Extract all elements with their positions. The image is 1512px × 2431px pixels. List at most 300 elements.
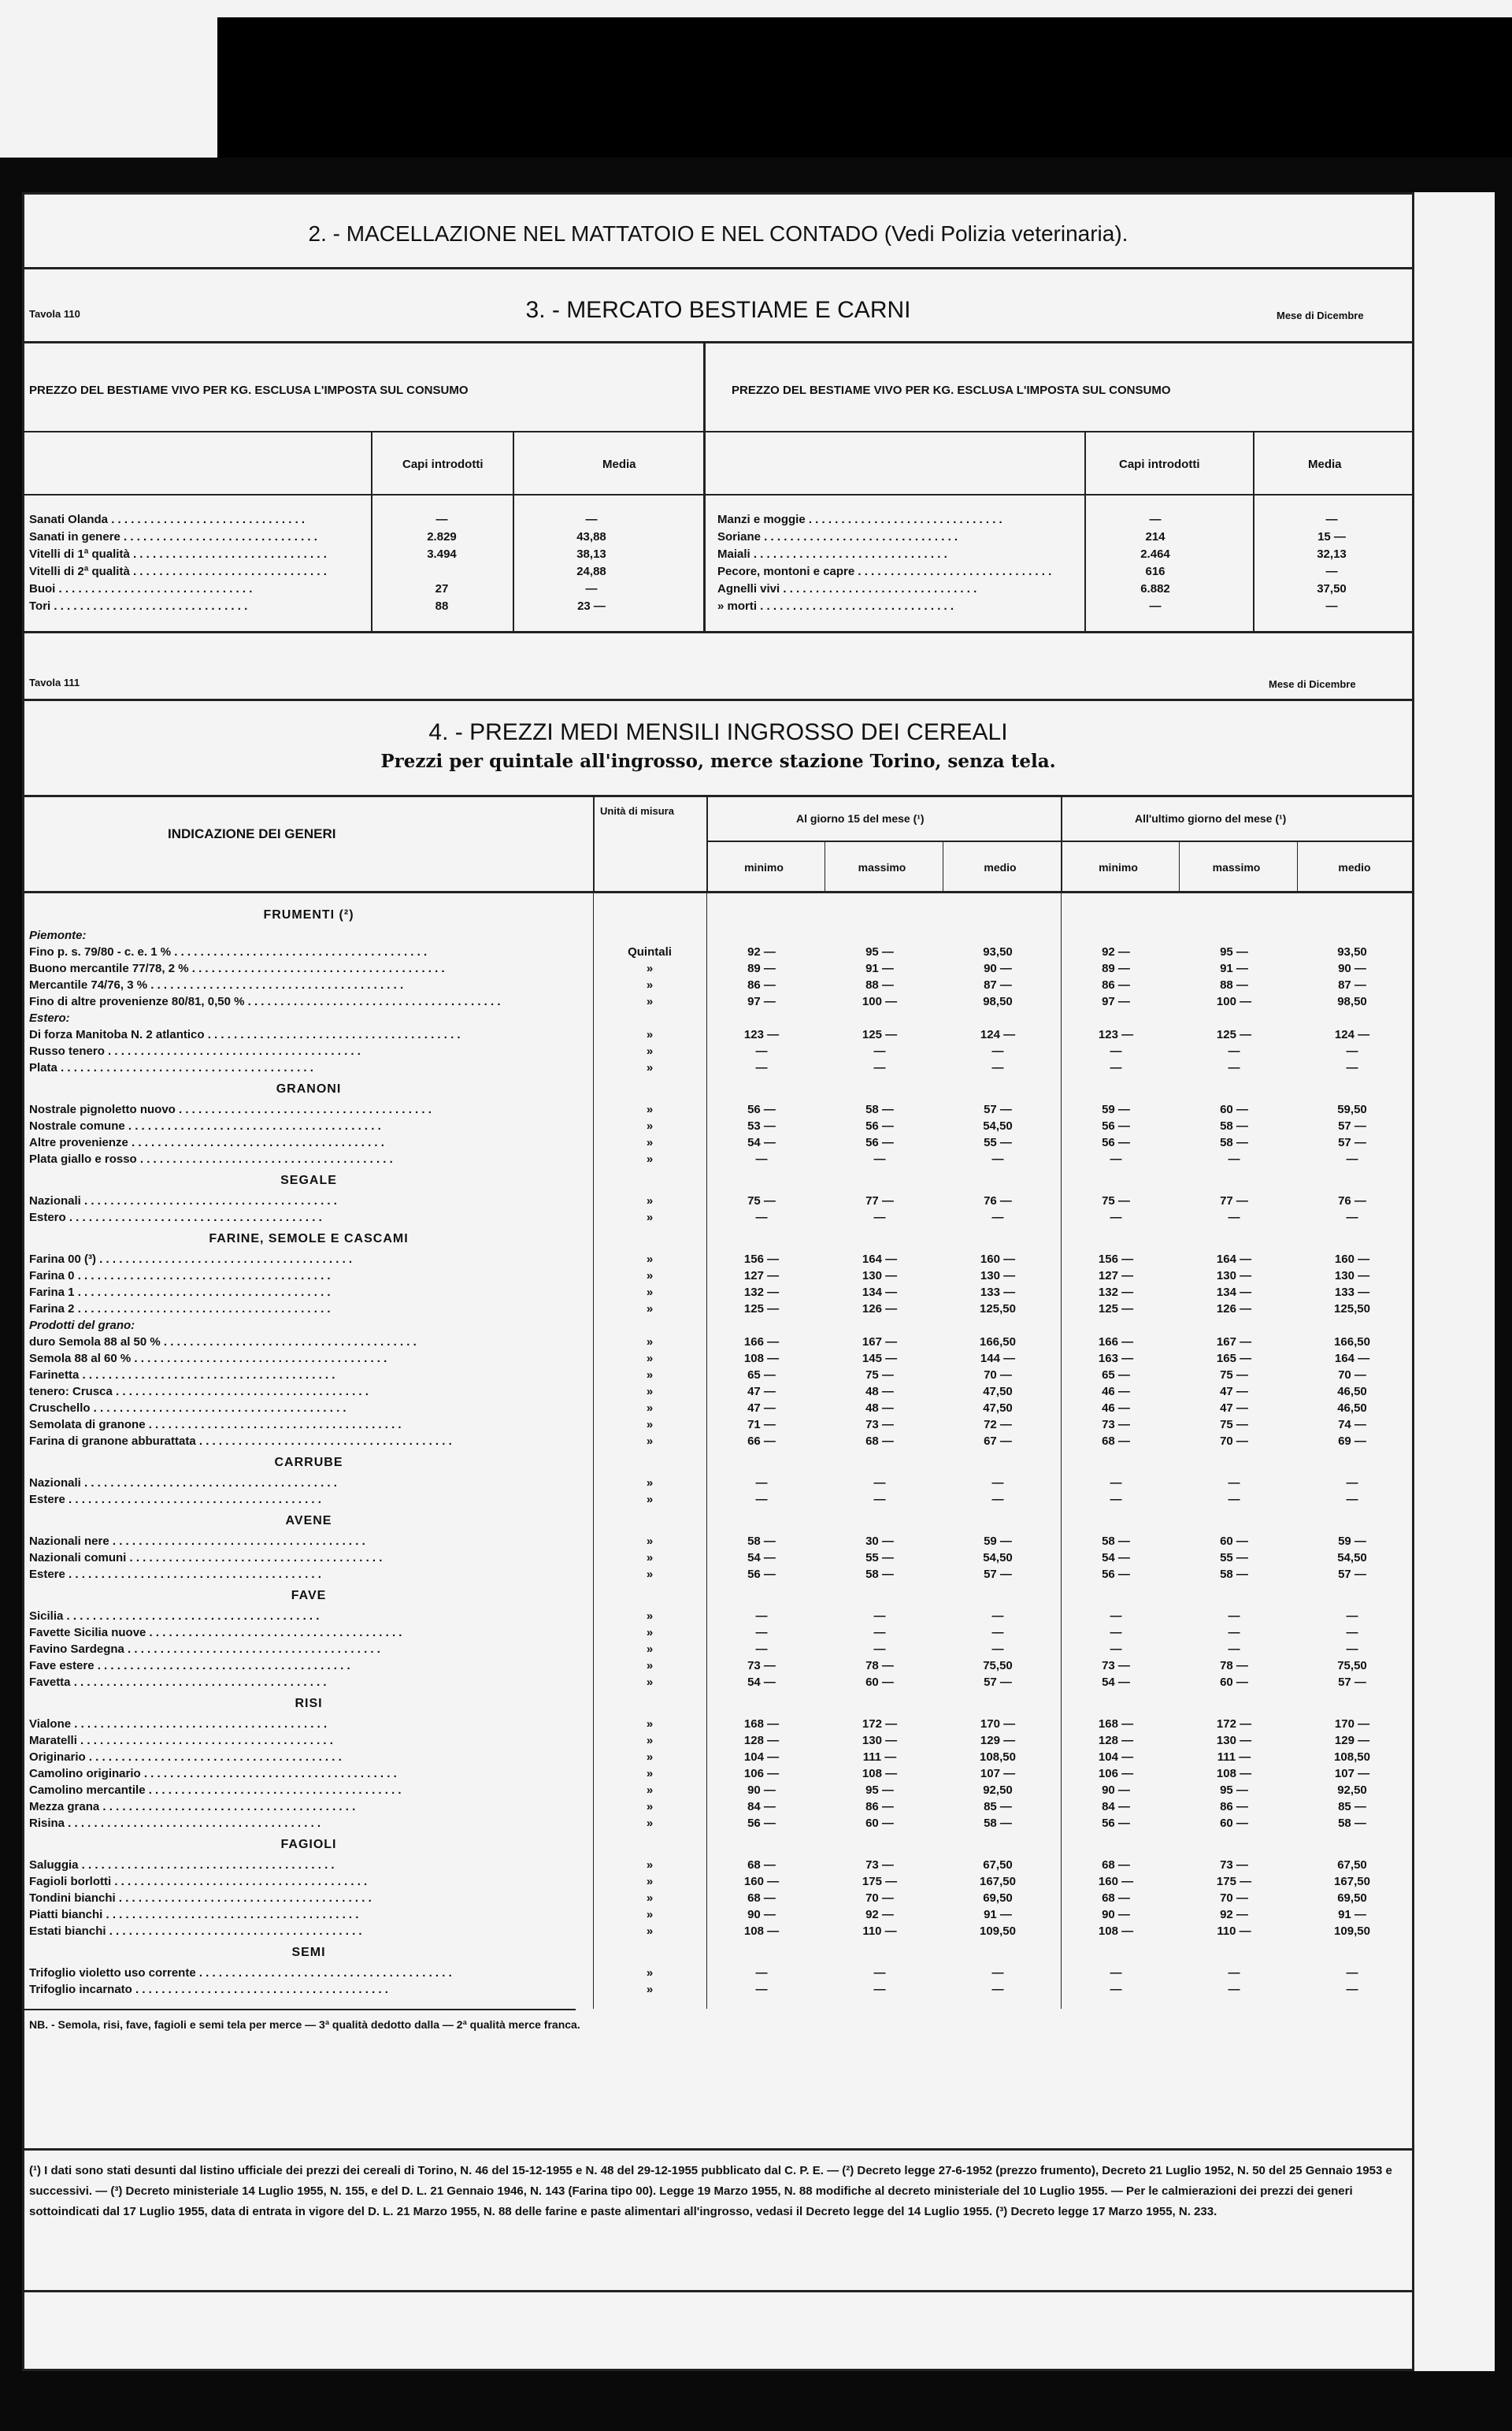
cereal-value: 91 — [865,962,894,975]
cereal-label: Piatti bianchi . . . . . . . . . . . . . . . . . . . . . . . . . . . . . . . . . . . . . . . [29,1908,359,1921]
rule [24,795,1412,797]
cereal-unit: » [646,1302,654,1316]
cereal-value: 130 — [1334,1269,1370,1282]
cereal-value: 55 — [1220,1551,1248,1564]
cereal-value: 108 — [743,1924,780,1938]
cereal-value: — [1110,1626,1122,1639]
section-2-title: 2. - MACELLAZIONE NEL MATTATOIO E NEL CONTADO (Vedi Polizia veterinaria). [308,221,1128,246]
cereal-value: 108 — [1098,1924,1134,1938]
rule [24,494,1412,495]
cereal-label: Trifoglio violetto uso corrente . . . . . . . . . . . . . . . . . . . . . . . . . . . . . . . . . . . . . . . [29,1966,452,1980]
cereal-value: — [755,1061,768,1074]
cereal-label: Farina 2 . . . . . . . . . . . . . . . . . . . . . . . . . . . . . . . . . . . . . . . [29,1302,331,1316]
cereal-value: 77 — [1220,1194,1248,1208]
cereal-value: 160 — [1334,1253,1370,1266]
cereal-unit: » [646,1368,654,1382]
cereal-value: 78 — [1220,1659,1248,1672]
month-label-2: Mese di Dicembre [1269,678,1356,690]
cereal-value: 132 — [1098,1286,1134,1299]
cereal-unit: » [646,1626,654,1639]
cereal-label: Risina . . . . . . . . . . . . . . . . . . . . . . . . . . . . . . . . . . . . . . . [29,1817,321,1830]
cereal-value: 86 — [747,978,776,992]
cereal-value: 73 — [865,1858,894,1872]
right-head: PREZZO DEL BESTIAME VIVO PER KG. ESCLUSA L'IMPOSTA SUL CONSUMO [732,384,1171,397]
cereal-unit: » [646,1817,654,1830]
cereal-unit: » [646,1875,654,1888]
cereal-value: 130 — [980,1269,1016,1282]
livestock-capi: 88 [435,599,449,613]
livestock-capi: 3.494 [427,547,457,561]
col-media-right: Media [1308,458,1342,471]
cereal-value: — [1346,1626,1358,1639]
cereal-unit: » [646,1401,654,1415]
cereal-value: — [873,1061,886,1074]
cereal-value: — [1346,1966,1358,1980]
cereal-value: — [1346,1152,1358,1166]
cereal-value: 56 — [747,1568,776,1581]
cereal-value: 73 — [865,1418,894,1431]
cereal-value: 46,50 [1337,1401,1367,1415]
cereal-value: 125,50 [1334,1302,1370,1316]
cereal-value: 73 — [1220,1858,1248,1872]
cereal-value: 73 — [747,1659,776,1672]
cereal-value: — [873,1983,886,1996]
livestock-capi: — [435,513,448,526]
divider [593,795,595,891]
livestock-media: — [1325,513,1338,526]
cereal-value: 46,50 [1337,1385,1367,1398]
section-heading: FRUMENTI (²) [263,908,354,922]
cereal-unit: » [646,1194,654,1208]
cereal-value: 130 — [862,1734,898,1747]
cereal-label: Saluggia . . . . . . . . . . . . . . . . . . . . . . . . . . . . . . . . . . . . . . . [29,1858,335,1872]
cereal-unit: » [646,1642,654,1656]
rule [24,267,1412,269]
cereal-unit: » [646,1335,654,1349]
cereal-value: — [873,1493,886,1506]
cereal-unit: Quintali [628,945,672,959]
cereal-value: 132 — [743,1286,780,1299]
cereal-value: 95 — [865,945,894,959]
cereal-value: — [873,1626,886,1639]
cereal-value: 92,50 [983,1783,1013,1797]
cereal-label: Mercantile 74/76, 3 % . . . . . . . . . . . . . . . . . . . . . . . . . . . . . . . . . . . . . . . [29,978,404,992]
cereal-label: Camolino originario . . . . . . . . . . . . . . . . . . . . . . . . . . . . . . . . . . . . . . . [29,1767,397,1780]
cereal-value: — [991,1061,1004,1074]
livestock-label: Buoi . . . . . . . . . . . . . . . . . . . . . . . . . . . . . . [29,582,253,596]
cereal-value: 123 — [1098,1028,1134,1041]
cereal-value: — [1228,1966,1240,1980]
cereal-value: 167 — [862,1335,898,1349]
cereal-unit: » [646,1418,654,1431]
divider [371,431,372,631]
livestock-capi: 6.882 [1140,582,1170,596]
cereal-value: 95 — [1220,945,1248,959]
cereal-value: 76 — [1338,1194,1366,1208]
cereal-unit: » [646,1767,654,1780]
cereal-value: 156 — [1098,1253,1134,1266]
livestock-media: — [1325,565,1338,578]
cereal-value: 165 — [1216,1352,1252,1365]
cereal-value: 127 — [743,1269,780,1282]
cereal-value: 90 — [747,1908,776,1921]
cereal-value: 54,50 [983,1551,1013,1564]
rule [706,841,1412,842]
cereal-value: 124 — [1334,1028,1370,1041]
cereal-value: — [991,1493,1004,1506]
scan-border-right [1495,158,1512,2431]
cereal-value: 172 — [1216,1717,1252,1731]
cereal-unit: » [646,1800,654,1813]
cereal-value: 60 — [1220,1535,1248,1548]
cereal-value: 56 — [1102,1568,1130,1581]
nb-note: NB. - Semola, risi, fave, fagioli e semi tela per merce — 3ª qualità dedotto dalla — 2ª qualità merce franca. [29,2018,580,2031]
livestock-label: Vitelli di 1ª qualità . . . . . . . . . . . . . . . . . . . . . . . . . . . . . . [29,547,327,561]
cereal-value: — [1110,1493,1122,1506]
cereal-value: 57 — [1338,1119,1366,1133]
cereal-value: 57 — [984,1676,1012,1689]
cereal-value: 128 — [743,1734,780,1747]
scan-border-left [0,158,22,2431]
cereal-value: 126 — [1216,1302,1252,1316]
cereal-value: 91 — [1338,1908,1366,1921]
month-label: Mese di Dicembre [1277,310,1364,321]
cereal-value: 128 — [1098,1734,1134,1747]
livestock-media: — [1325,599,1338,613]
cereal-value: — [1346,1045,1358,1058]
cereal-value: — [1228,1061,1240,1074]
cereal-value: 59,50 [1337,1103,1367,1116]
cereal-value: 170 — [1334,1717,1370,1731]
cereal-value: 59 — [1102,1103,1130,1116]
cereal-value: 90 — [1102,1783,1130,1797]
cereal-unit: » [646,1858,654,1872]
section-4-title: 4. - PREZZI MEDI MENSILI INGROSSO DEI CEREALI [428,719,1008,745]
section-heading: CARRUBE [274,1456,343,1469]
cereal-value: — [991,1476,1004,1490]
cereal-value: 109,50 [980,1924,1016,1938]
cereal-label: Tondini bianchi . . . . . . . . . . . . . . . . . . . . . . . . . . . . . . . . . . . . . . . [29,1891,372,1905]
scan-border-top [217,17,1512,159]
cereal-value: 69,50 [1337,1891,1367,1905]
cereal-unit: » [646,978,654,992]
cereal-unit: » [646,1908,654,1921]
cereal-value: 172 — [862,1717,898,1731]
cereal-value: 110 — [862,1924,897,1938]
cereal-value: 125 — [862,1028,898,1041]
cereal-value: 72 — [984,1418,1012,1431]
cereal-value: 55 — [984,1136,1012,1149]
cereal-value: 156 — [743,1253,780,1266]
livestock-label: Sanati in genere . . . . . . . . . . . . . . . . . . . . . . . . . . . . . . [29,530,317,544]
cereal-value: 58 — [1338,1817,1366,1830]
livestock-capi: — [1149,513,1162,526]
cereal-value: 175 — [862,1875,898,1888]
cereal-value: 65 — [1102,1368,1130,1382]
cereal-value: 126 — [862,1302,898,1316]
cereal-value: — [991,1045,1004,1058]
cereal-label: Fino di altre provenienze 80/81, 0,50 % . . . . . . . . . . . . . . . . . . . . . . . . . . . . . . . . . . . . . . . [29,995,501,1008]
cereal-value: 91 — [984,1908,1012,1921]
cereal-value: — [991,1609,1004,1623]
cereal-value: 78 — [865,1659,894,1672]
cereal-value: — [1228,1609,1240,1623]
cereal-value: 53 — [747,1119,776,1133]
tavola-110: Tavola 110 [29,308,80,320]
cereal-value: 111 — [862,1750,897,1764]
cereal-value: 57 — [1338,1676,1366,1689]
cereal-label: Fave estere . . . . . . . . . . . . . . . . . . . . . . . . . . . . . . . . . . . . . . . [29,1659,350,1672]
group-15: Al giorno 15 del mese (¹) [796,812,925,825]
cereal-value: — [991,1983,1004,1996]
cereal-unit: » [646,995,654,1008]
cereal-value: 70 — [1220,1434,1248,1448]
cereal-label: duro Semola 88 al 50 % . . . . . . . . . . . . . . . . . . . . . . . . . . . . . . . . . . . . . . . [29,1335,417,1349]
divider [1179,841,1180,891]
cereal-value: — [755,1493,768,1506]
cereal-value: 56 — [865,1119,894,1133]
cereal-value: — [873,1152,886,1166]
cereal-label: Favino Sardegna . . . . . . . . . . . . . . . . . . . . . . . . . . . . . . . . . . . . . . . [29,1642,380,1656]
livestock-media: 24,88 [576,565,606,578]
cereal-unit: » [646,1551,654,1564]
cereal-value: — [991,1211,1004,1224]
cereal-value: — [873,1966,886,1980]
cereal-value: 54,50 [983,1119,1013,1133]
cereal-value: 60 — [1220,1817,1248,1830]
cereal-value: 175 — [1216,1875,1252,1888]
subheader-max: massimo [858,861,906,874]
cereal-label: Plata giallo e rosso . . . . . . . . . . . . . . . . . . . . . . . . . . . . . . . . . . . . . . . [29,1152,393,1166]
cereal-label: Favette Sicilia nuove . . . . . . . . . . . . . . . . . . . . . . . . . . . . . . . . . . . . . . . [29,1626,402,1639]
cereal-value: 58 — [1220,1119,1248,1133]
cereal-value: — [1228,1493,1240,1506]
divider [1061,891,1062,2009]
cereal-value: — [1110,1476,1122,1490]
cereal-value: — [1110,1983,1122,1996]
cereal-value: 127 — [1098,1269,1134,1282]
cereal-value: 90 — [747,1783,776,1797]
cereal-value: 84 — [747,1800,776,1813]
cereal-label: Sicilia . . . . . . . . . . . . . . . . . . . . . . . . . . . . . . . . . . . . . . . [29,1609,320,1623]
cereal-unit: » [646,1119,654,1133]
cereal-value: — [991,1626,1004,1639]
cereal-value: 70 — [984,1368,1012,1382]
cereal-value: 145 — [862,1352,898,1365]
cereal-value: 93,50 [1337,945,1367,959]
divider [1297,841,1298,891]
cereal-label: Nazionali comuni . . . . . . . . . . . . . . . . . . . . . . . . . . . . . . . . . . . . . . . [29,1551,383,1564]
cereal-label: Nostrale pignoletto nuovo . . . . . . . . . . . . . . . . . . . . . . . . . . . . . . . . . . . . . . . [29,1103,432,1116]
livestock-media: 38,13 [576,547,606,561]
cereal-unit: » [646,1136,654,1149]
cereal-value: — [1110,1609,1122,1623]
cereal-value: 68 — [747,1891,776,1905]
cereal-value: 68 — [1102,1891,1130,1905]
livestock-media: 43,88 [576,530,606,544]
cereal-value: 167,50 [980,1875,1016,1888]
cereal-label: Vialone . . . . . . . . . . . . . . . . . . . . . . . . . . . . . . . . . . . . . . . [29,1717,328,1731]
cereal-value: — [991,1642,1004,1656]
cereal-value: 167,50 [1334,1875,1370,1888]
cereal-value: 92 — [865,1908,894,1921]
rule [24,2009,576,2010]
cereal-value: 47 — [747,1385,776,1398]
cereal-value: 160 — [980,1253,1016,1266]
cereal-value: — [1110,1045,1122,1058]
section-heading: SEGALE [280,1174,337,1187]
cereal-value: 47,50 [983,1401,1013,1415]
cereal-value: — [1346,1476,1358,1490]
cereal-value: 123 — [743,1028,780,1041]
livestock-label: Manzi e moggie . . . . . . . . . . . . . . . . . . . . . . . . . . . . . . [717,513,1002,526]
cereal-value: 108,50 [1334,1750,1370,1764]
cereal-value: — [873,1476,886,1490]
cereal-value: 56 — [1102,1119,1130,1133]
cereal-value: 75 — [1102,1194,1130,1208]
cereal-value: 170 — [980,1717,1016,1731]
cereal-value: 108 — [862,1767,898,1780]
divider [1253,431,1254,631]
cereal-value: 47,50 [983,1385,1013,1398]
col-capi-right: Capi introdotti [1119,458,1200,471]
cereal-value: 77 — [865,1194,894,1208]
cereal-label: Estere . . . . . . . . . . . . . . . . . . . . . . . . . . . . . . . . . . . . . . . [29,1493,321,1506]
livestock-media: — [585,513,598,526]
cereal-label: Nostrale comune . . . . . . . . . . . . . . . . . . . . . . . . . . . . . . . . . . . . . . . [29,1119,381,1133]
cereal-value: 160 — [743,1875,780,1888]
cereal-value: 48 — [865,1401,894,1415]
cereal-value: — [1228,1642,1240,1656]
cereal-value: 68 — [1102,1858,1130,1872]
cereal-value: 97 — [747,995,776,1008]
cereal-label: Semola 88 al 60 % . . . . . . . . . . . . . . . . . . . . . . . . . . . . . . . . . . . . . . . [29,1352,387,1365]
cereal-value: 47 — [1220,1401,1248,1415]
cereal-unit: » [646,962,654,975]
cereal-value: — [873,1642,886,1656]
livestock-media: 37,50 [1317,582,1347,596]
cereal-unit: » [646,1734,654,1747]
cereal-value: 90 — [1338,962,1366,975]
livestock-capi: 2.464 [1140,547,1170,561]
cereal-value: — [1228,1626,1240,1639]
cereal-value: 167 — [1216,1335,1252,1349]
rule [24,891,1412,893]
cereal-label: Camolino mercantile . . . . . . . . . . . . . . . . . . . . . . . . . . . . . . . . . . . . . . . [29,1783,402,1797]
cereal-label: Maratelli . . . . . . . . . . . . . . . . . . . . . . . . . . . . . . . . . . . . . . . [29,1734,333,1747]
cereal-value: 57 — [1338,1136,1366,1149]
cereal-value: 71 — [747,1418,776,1431]
cereal-value: 58 — [865,1103,894,1116]
cereal-value: 56 — [747,1103,776,1116]
col-media-left: Media [602,458,636,471]
cereal-value: 67,50 [983,1858,1013,1872]
cereal-value: 130 — [1216,1269,1252,1282]
cereal-label: Altre provenienze . . . . . . . . . . . . . . . . . . . . . . . . . . . . . . . . . . . . . . . [29,1136,384,1149]
cereal-unit: » [646,1966,654,1980]
divider [593,891,594,2009]
livestock-capi: 27 [435,582,449,596]
cereal-value: 130 — [1216,1734,1252,1747]
cereal-label: Semolata di granone . . . . . . . . . . . . . . . . . . . . . . . . . . . . . . . . . . . . . . . [29,1418,402,1431]
cereal-value: 125 — [1098,1302,1134,1316]
cereal-value: 111 — [1217,1750,1251,1764]
rule [24,431,1412,432]
cereal-value: 56 — [1102,1136,1130,1149]
section-heading: FAVE [291,1589,327,1602]
divider [703,341,706,631]
cereal-value: 92 — [1102,945,1130,959]
cereal-value: 108 — [743,1352,780,1365]
cereal-value: 90 — [1102,1908,1130,1921]
cereal-unit: » [646,1676,654,1689]
cereal-value: — [873,1211,886,1224]
cereal-label: tenero: Crusca . . . . . . . . . . . . . . . . . . . . . . . . . . . . . . . . . . . . . . . [29,1385,369,1398]
cereal-unit: » [646,1924,654,1938]
cereal-label: Farina 0 . . . . . . . . . . . . . . . . . . . . . . . . . . . . . . . . . . . . . . . [29,1269,331,1282]
cereal-unit: » [646,1253,654,1266]
cereal-unit: » [646,1434,654,1448]
subheader-min: minimo [744,861,784,874]
cereal-value: 58 — [747,1535,776,1548]
cereal-value: — [1110,1152,1122,1166]
cereal-value: — [1228,1983,1240,1996]
livestock-label: Soriane . . . . . . . . . . . . . . . . . . . . . . . . . . . . . . [717,530,958,544]
cereal-value: — [755,1966,768,1980]
livestock-media: 32,13 [1317,547,1347,561]
cereal-value: — [1346,1609,1358,1623]
cereal-unit: » [646,1983,654,1996]
cereal-value: 168 — [1098,1717,1134,1731]
cereal-value: 57 — [1338,1568,1366,1581]
cereal-value: 54 — [1102,1551,1130,1564]
cereal-value: 75 — [865,1368,894,1382]
cereal-value: 59 — [984,1535,1012,1548]
cereal-label: Plata . . . . . . . . . . . . . . . . . . . . . . . . . . . . . . . . . . . . . . . [29,1061,313,1074]
cereal-value: 89 — [747,962,776,975]
cereal-label: Nazionali . . . . . . . . . . . . . . . . . . . . . . . . . . . . . . . . . . . . . . . [29,1476,337,1490]
cereal-value: 106 — [743,1767,780,1780]
rule [24,341,1412,343]
cereal-value: 124 — [980,1028,1016,1041]
section-heading: SEMI [291,1946,326,1959]
cereal-unit: » [646,1891,654,1905]
cereal-value: — [1228,1045,1240,1058]
cereal-value: — [755,1476,768,1490]
footnote: (¹) I dati sono stati desunti dal listino ufficiale dei prezzi dei cereali di Torino, N. 46 del 15-12-1955 e N. 48 del 29-12-1955 pubblicato dal C. P. E. — (²) Decreto legge 27-6-1952 (prezzo frumento), Decreto 21 Luglio 1952, N. 50 del 25 Gennaio 1953 e successivi. — (³) Decreto ministeriale 14 Luglio 1955, N. 155, e del D. L. 21 Gennaio 1946, N. 143 (Farina tipo 00). Legge 19 Marzo 1955, N. 88 modifiche al decreto ministeriale del 10 Luglio 1955. — Per le calmierazioni dei prezzi dei generi sottoindicati dal 17 Luglio 1955, data di entrata in vigore del D. L. 21 Marzo 1955, N. 88 delle farine e paste alimentari all'ingrosso, vedasi il Decreto legge del 14 Luglio 1955. (³) Decreto legge 17 Marzo 1955, N. 233. [29,2164,1392,2218]
cereal-value: 109,50 [1334,1924,1370,1938]
rule [24,699,1412,701]
cereal-value: 95 — [1220,1783,1248,1797]
cereal-value: — [873,1045,886,1058]
subgroup-label: Estero: [29,1011,70,1025]
cereal-value: 60 — [1220,1103,1248,1116]
cereal-value: 125,50 [980,1302,1016,1316]
subheader-min: minimo [1099,861,1138,874]
cereal-label: Estero . . . . . . . . . . . . . . . . . . . . . . . . . . . . . . . . . . . . . . . [29,1211,322,1224]
cereal-value: 56 — [747,1817,776,1830]
cereal-value: 110 — [1217,1924,1251,1938]
cereal-label: Farina di granone abburattata . . . . . . . . . . . . . . . . . . . . . . . . . . . . . . . . . . . . . . . [29,1434,452,1448]
cereal-value: 58 — [1220,1568,1248,1581]
cereal-label: Nazionali . . . . . . . . . . . . . . . . . . . . . . . . . . . . . . . . . . . . . . . [29,1194,337,1208]
cereal-label: Farina 00 (³) . . . . . . . . . . . . . . . . . . . . . . . . . . . . . . . . . . . . . . . [29,1253,353,1266]
section-heading: FARINE, SEMOLE E CASCAMI [209,1232,409,1245]
cereal-unit: » [646,1717,654,1731]
cereal-value: — [991,1966,1004,1980]
cereal-value: 93,50 [983,945,1013,959]
cereal-value: 129 — [1334,1734,1370,1747]
